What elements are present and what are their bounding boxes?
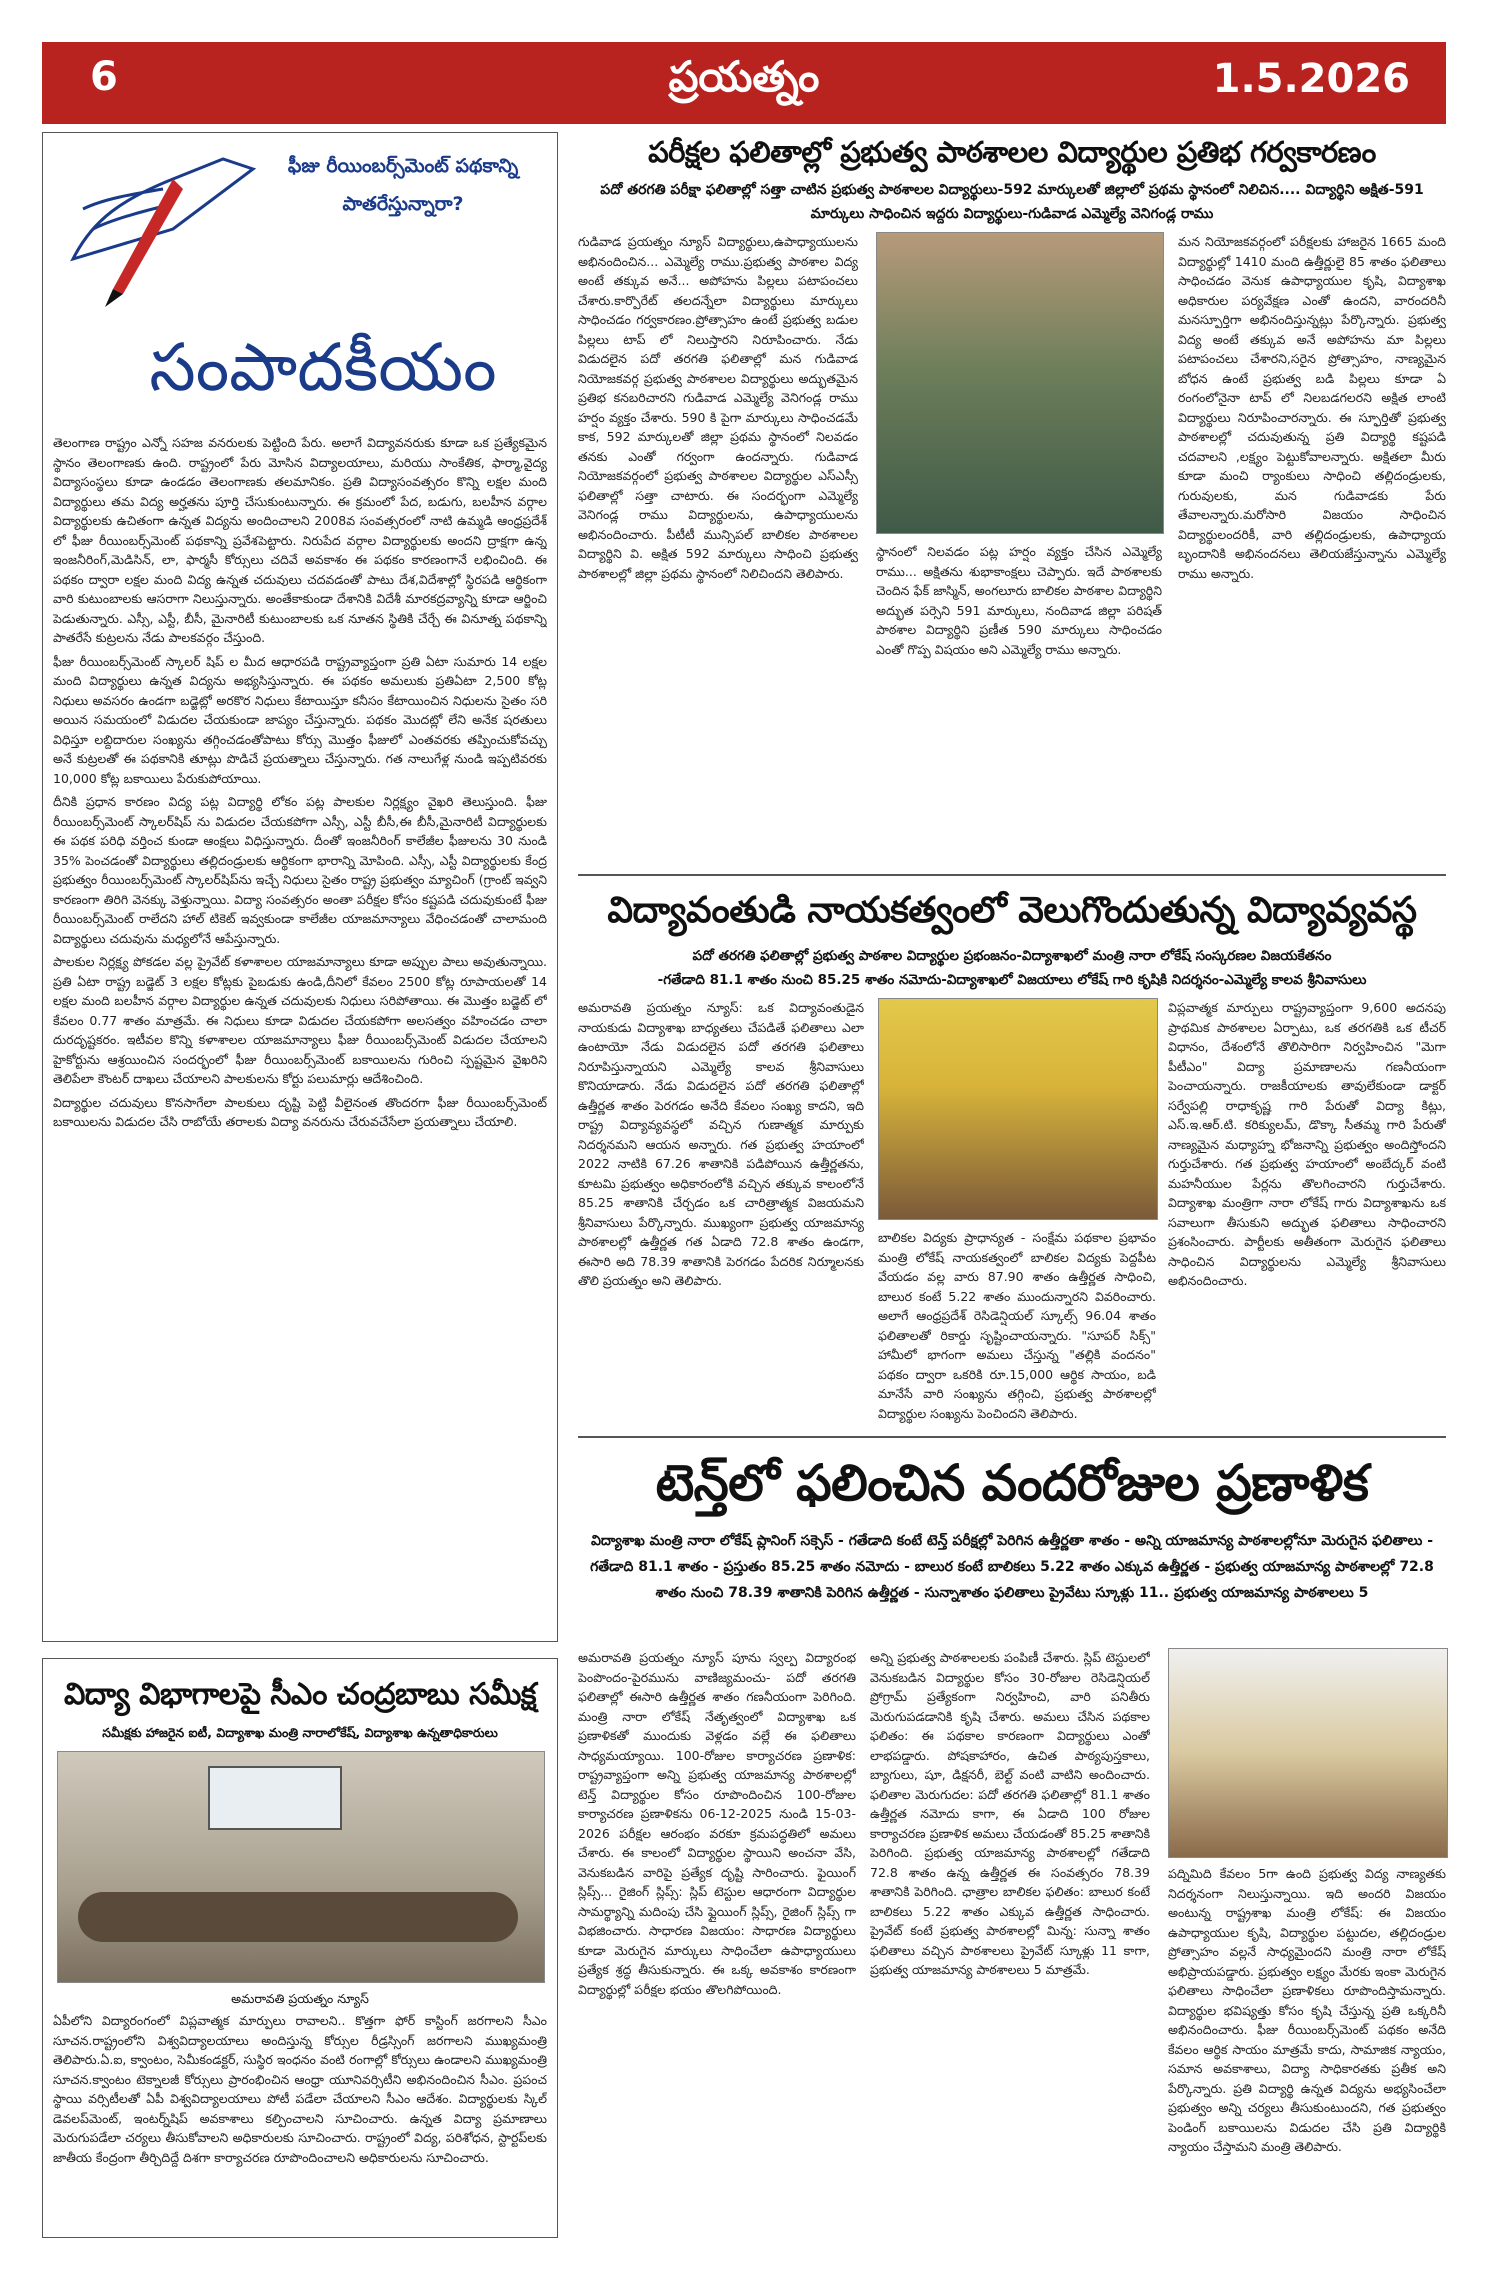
editorial-question: ఫీజు రీయింబర్స్‌మెంట్ పథకాన్ని పాతరేస్తున్నారా? [287, 155, 519, 215]
story3-headline: టెన్త్‌లో ఫలించిన వందరోజుల ప్రణాళిక [655, 1454, 1369, 1512]
story2-column-3: విప్లవాత్మక మార్పులు రాష్ట్రవ్యాప్తంగా 9,600 అదనపు ప్రాథమిక పాఠశాలల ఏర్పాటు, ఒక తరగతికి ఒక టీచర్ విధానం, దేశంలోనే తొలిసారిగా నిర్వహించిన "మెగా పీటీఎం" విద్యా ప్రమాణాలను గణనీయంగా పెంచాయన్నారు. రాజకీయాలకు తావులేకుండా డాక్టర్ సర్వేపల్లి రాధాకృష్ణ గారి పేరుతో విద్యా కిట్లు, ఎస్.ఇ.ఆర్.టి. కరిక్యులమ్, డొక్కా సీతమ్మ గారి పేరుతో నాణ్యమైన మధ్యాహ్న భోజనాన్ని ప్రభుత్వం అందిస్తోందని గుర్తుచేశారు. గత ప్రభుత్వ హయాంలో అంబేద్కర్ వంటి మహనీయుల పేర్లను తొలగించారని గుర్తుచేశారు. విద్యాశాఖ మంత్రిగా నారా లోకేష్ గారు విద్యాశాఖను ఒక సవాలుగా తీసుకుని అద్భుత ఫలితాలు సాధించారని ప్రశంసించారు. పార్టీలకు అతీతంగా మెరుగైన ఫలితాలు సాధించిన విద్యార్థులను ఎమ్మెల్యే శ్రీనివాసులు అభినందించారు. [1168, 1000, 1446, 1288]
review-box [42, 1658, 558, 2238]
editorial-box [42, 132, 558, 1642]
story3-subheadline: విద్యాశాఖ మంత్రి నారా లోకేష్ ప్లానింగ్ సక్సెస్ - గతేడాది కంటే టెన్త్ పరీక్షల్లో పెరిగిన ఉత్తీర్ణతా శాతం - అన్ని యాజమాన్య పాఠశాలల్లోనూ మెరుగైన ఫలితాలు - గతేడాది 81.1 శాతం - ప్రస్తుతం 85.25 శాతం నమోదు - బాలుర కంటే బాలికలు 5.22 శాతం ఎక్కువ ఉత్తీర్ణత - ప్రభుత్వ యాజమాన్య పాఠశాలల్లో 72.8 శాతం నుంచి 78.39 శాతానికి పెరిగిన ఉత్తీర్ణత - సున్నాశాతం ఫలితాలు ప్రైవేటు స్కూళ్లు 11.. ప్రభుత్వ యాజమాన్య పాఠశాలలు 5 [590, 1533, 1434, 1601]
review-body: ఏపీలోని విద్యారంగంలో విప్లవాత్మక మార్పులు రావాలని.. కొత్తగా ఫోర్ కాస్టింగ్ జరగాలని సీఎం సూచన.రాష్ట్రంలోని విశ్వవిద్యాలయాలు అందిస్తున్న కోర్సుల రీడ్రస్సింగ్ జరగాలని ముఖ్యమంత్రి తెలిపారు.ఏ.ఐ, క్వాంటం, సెమీకండక్టర్, సుస్థిర ఇంధనం వంటి రంగాల్లో కోర్సులు ఉండాలని ముఖ్యమంత్రి సూచన.క్వాంటం టెక్నాలజీ కోర్సులు ప్రారంభించిన ఆంధ్రా యూనివర్సిటీని అభినందించిన సీఎం. ప్రపంచ స్థాయి వర్సిటీలతో ఏపీ విశ్వవిద్యాలయాలు పోటీ పడేలా చేయాలని సీఎం ఆదేశం. విద్యార్థులకు స్కిల్ డెవలప్‌మెంట్, ఇంటర్న్‌షిప్ అవకాశాలు కల్పించాలని సూచించారు. ఉన్నత విద్యా ప్రమాణాలు మెరుగుపడేలా చర్యలు తీసుకోవాలని అధికారులకు సూచించారు. రాష్ట్రంలో విద్య, పరిశోధన, స్టార్టప్‌లకు జాతీయ కేంద్రంగా తీర్చిదిద్దే దిశగా కార్యాచరణ రూపొందించాలని అధికారులను సూచించారు. [53, 2013, 547, 2165]
review-headline: విద్యా విభాగాలపై సీఎం చంద్రబాబు సమీక్ష [63, 1677, 537, 1712]
editorial-paragraph: పాలకుల నిర్లక్ష్య పోకడల వల్ల ప్రైవేట్ కళాశాలల యాజమాన్యాలు కూడా అప్పుల పాలు అవుతున్నాయి. ప్రతి ఏటా రాష్ట్ర బడ్జెట్ 3 లక్షల కోట్లకు పైబడుకు ఉండి,దీనిలో కేవలం 2500 కోట్ల రూపాయలతో 14 లక్షల మంది బలహీన వర్గాల విద్యార్థుల ఉన్నత చదువులకు నిధులు సరిపోతాయి. ఈ మొత్తం బడ్జెట్ లో కేవలం 0.77 శాతం మాత్రమే. ఈ నిధులు కూడా విడుదల చేయకపోగా అలసత్వం వహించడం చాలా దురదృష్టకరం. ఇటీవల కొన్ని కళాశాలల యాజమాన్యాలు ఫీజు రీయింబర్స్‌మెంట్ విడుదల చేయాలని హైకోర్టును ఆశ్రయించిన సందర్భంలో ఫీజు రీయింబర్స్‌మెంట్ బకాయిలను గురించి స్పష్టమైన వైఖరిని తెలిపేలా కౌంటర్ దాఖలు చేయాలని పాలకులను కోర్టు పలుమార్లు ఆదేశించింది. [53, 954, 547, 1086]
pen-hand-illustration [53, 139, 273, 309]
editorial-paragraph: విద్యార్థుల చదువులు కొనసాగేలా పాలకులు దృష్టి పెట్టి వీలైనంత తొందరగా ఫీజు రీయింబర్స్‌మెంట్ బకాయిలను విడుదల చేసి రాబోయే తరాలకు విద్యా వనరును చేరువచేసేలా ప్రయత్నాలు చేయాలి. [53, 1094, 547, 1129]
review-dateline: అమరావతి ప్రయత్నం న్యూస్ [231, 1991, 369, 2006]
story1-column-3: మన నియోజకవర్గంలో పరీక్షలకు హాజరైన 1665 మంది విద్యార్థుల్లో 1410 మంది ఉత్తీర్ణులై 85 శాతం ఫలితాలు సాధించడం వెనుక ఉపాధ్యాయుల కృషి, విద్యాశాఖ అధికారుల పర్యవేక్షణ ఎంతో ఉందని, వారందరినీ మనస్పూర్తిగా అభినందిస్తున్నట్లు పేర్కొన్నారు. ప్రభుత్వ విద్య అంటే తక్కువ అనే అపోహను మా పిల్లలు పటాపంచలు చేశారని,సరైన ప్రోత్సాహం, నాణ్యమైన బోధన ఉంటే ప్రభుత్వ బడి పిల్లలు కూడా ఏ రంగంలోనైనా టాప్ లో నిలబడగలరని అక్షిత లాంటి విద్యార్థులు నిరూపించారన్నారు. ఈ స్ఫూర్తితో ప్రభుత్వ పాఠశాలల్లో చదువుతున్న ప్రతి విద్యార్థి కష్టపడి చదవాలని ,లక్ష్యం పెట్టుకోవాలన్నారు. అక్షితలా మీరు కూడా మంచి ర్యాంకులు సాధించి తల్లిదండ్రులకు, గురువులకు, మన గుడివాడకు పేరు తేవాలన్నారు.మరోసారి విజయం సాధించిన విద్యార్థులందరికీ, వారి తల్లిదండ్రులకు, ఉపాధ్యాయ బృందానికి అభినందనలు తెలియజేస్తున్నాను ఎమ్మెల్యే రాము అన్నారు. [1178, 234, 1446, 581]
story1-subheadline: పదో తరగతి పరీక్షా ఫలితాల్లో సత్తా చాటిన ప్రభుత్వ పాఠశాలల విద్యార్థులు-592 మార్కులతో జిల్లాలో ప్రథమ స్థానంలో నిలిచిన.... విద్యార్థిని అక్షిత-591 మార్కులు సాధించిన ఇద్దరు విద్యార్థులు-గుడివాడ ఎమ్మెల్యే వెనిగండ్ల రాము [600, 182, 1424, 222]
review-subtitle: సమీక్షకు హాజరైన ఐటీ, విద్యాశాఖ మంత్రి నారాలోకేష్, విద్యాశాఖ ఉన్నతాధికారులు [102, 1725, 498, 1740]
story3-column-3: పద్నిమిది కేవలం 5గా ఉంది ప్రభుత్వ విద్య నాణ్యతకు నిదర్శనంగా నిలుస్తున్నాయి. ఇది అందరి విజయం అంటున్న రాష్ట్రశాఖ మంత్రి లోకేష్: ఈ విజయం ఉపాధ్యాయుల కృషి, విద్యార్థుల పట్టుదల, తల్లిదండ్రుల ప్రోత్సాహం వల్లనే సాధ్యమైందని మంత్రి నారా లోకేష్ అభిప్రాయపడ్డారు. ప్రభుత్వం లక్ష్యం మేరకు ఇంకా మెరుగైన ఫలితాలు సాధించేలా ప్రణాళికలు రూపొందిస్తామన్నారు. విద్యార్థుల భవిష్యత్తు కోసం కృషి చేస్తున్న ప్రతి ఒక్కరినీ అభినందించారు. ఫీజు రీయింబర్స్‌మెంట్ పథకం అనేది కేవలం ఆర్థిక సాయం మాత్రమే కాదు, సామాజిక న్యాయం, సమాన అవకాశాలు, విద్యా సాధికారతకు ప్రతీక అని పేర్కొన్నారు. ప్రతి విద్యార్థి ఉన్నత విద్యను అభ్యసించేలా ప్రభుత్వం అన్ని చర్యలు తీసుకుంటుందని, గత ప్రభుత్వం పెండింగ్ బకాయిలను విడుదల చేసి ప్రతి విద్యార్థికి న్యాయం చేస్తామని మంత్రి తెలిపారు. [1168, 1866, 1446, 2154]
story3-minister-photo [1168, 1648, 1448, 1858]
editorial-paragraph: దీనికి ప్రధాన కారణం విద్య పట్ల విద్యార్థి లోకం పట్ల పాలకుల నిర్లక్ష్యం వైఖరి తెలుస్తుంది. ఫీజు రీయింబర్స్‌మెంట్ స్కాలర్‌షిప్ ను విడుదల చేయకపోగా ఎస్సీ, ఎస్టీ బీసీ,ఈ బీసీ,మైనారిటీ విద్యార్థులకు ఈ పథక పరిధి వర్తించ కుండా ఆంక్షలు విధిస్తున్నారు. దీంతో ఇంజనీరింగ్ కాలేజీల ఫీజులను 30 నుండి 35% పెంచడంతో విద్యార్థులు తల్లిదండ్రులకు ఆర్థికంగా భారాన్ని మోపింది. ఎస్సీ, ఎస్టీ విద్యార్థులకు కేంద్ర ప్రభుత్వం రీయింబర్స్‌మెంట్ స్కాలర్‌షిప్‌ను ఇచ్చే నిధులు సైతం రాష్ట్ర ప్రభుత్వం మ్యాచింగ్ (గ్రాంట్ ఇవ్వని కారణంగా తిరిగి వెనక్కు వెళ్తున్నాయి. విద్యా సంవత్సరం అంతా పరీక్షల కోసం కష్టపడి చదువుకుంటే ఫీజు రీయింబర్స్‌మెంట్ రాలేదని హాల్ టికెట్ ఇవ్వకుండా కాలేజీల యాజమాన్యాలు వేధించడంతో చాలామంది విద్యార్థులు చదువును మధ్యలోనే ఆపేస్తున్నారు. [53, 794, 547, 946]
story1-column-1: గుడివాడ ప్రయత్నం న్యూస్ విద్యార్థులు,ఉపాధ్యాయులను అభినందించిన... ఎమ్మెల్యే రాము.ప్రభుత్వ పాఠశాల విద్య అంటే తక్కువ అనే... అపోహను పిల్లలు పటాపంచలు చేశారు.కార్పొరేట్ తలదన్నేలా విద్యార్థులు మార్కులు సాధించడం గర్వకారణం.ప్రోత్సాహం ఉంటే ప్రభుత్వ బడుల పిల్లలు టాప్ లో నిలుస్తారని నిరూపించారు. నేడు విడుదలైన పదో తరగతి ఫలితాల్లో మన గుడివాడ నియోజకవర్గ ప్రభుత్వ పాఠశాలల విద్యార్థులు అద్భుతమైన ప్రతిభ కనబరిచారని గుడివాడ ఎమ్మెల్యే వెనిగండ్ల రాము హర్షం వ్యక్తం చేశారు. 590 కి పైగా మార్కులు సాధించడమే కాక, 592 మార్కులతో జిల్లా ప్రథమ స్థానంలో నిలవడం తనకు ఎంతో గర్వంగా ఉందన్నారు. గుడివాడ నియోజకవర్గంలో ప్రభుత్వ పాఠశాలల విద్యార్థుల ఎస్ఎస్సీ ఫలితాల్లో సత్తా చాటారు. ఈ సందర్భంగా ఎమ్మెల్యే వెనిగండ్ల రాము విద్యార్థులను, ఉపాధ్యాయులను అభినందించారు. పీటీటీ మున్సిపల్ బాలికల పాఠశాలల విద్యార్థిని వి. అక్షిత 592 మార్కులు సాధించి ప్రభుత్వ పాఠశాలల్లో జిల్లా ప్రథమ స్థానంలో నిలిచిందని తెలిపారు. [578, 234, 858, 581]
divider [578, 874, 1446, 876]
meeting-table [78, 1892, 518, 1942]
story1-column-2: స్థానంలో నిలవడం పట్ల హర్షం వ్యక్తం చేసిన ఎమ్మెల్యే రాము... అక్షితను శుభాకాంక్షలు చెప్పారు. ఇదే పాఠశాలకు చెందిన ఫేక్ జాస్మిన్, అంగలూరు బాలికల పాఠశాల విద్యార్థిని అద్భుత పర్సెని 591 మార్కులు, నందివాడ జిల్లా పరిషత్ పాఠశాల విద్యార్థిని ప్రణీత 590 మార్కులు సాధించడం ఎంతో గొప్ప విషయం అని ఎమ్మెల్యే రాము అన్నారు. [876, 544, 1162, 657]
editorial-body [53, 433, 547, 1633]
story2-column-1: అమరావతి ప్రయత్నం న్యూస్: ఒక విద్యావంతుడైన నాయకుడు విద్యాశాఖ బాధ్యతలు చేపడితే ఫలితాలు ఎలా ఉంటాయో నేడు విడుదలైన పదో తరగతి ఫలితాలు నిరూపిస్తున్నాయని ఎమ్మెల్యే కాలవ శ్రీనివాసులు కొనియాడారు. నేడు విడుదలైన పదో తరగతి ఫలితాల్లో ఉత్తీర్ణత శాతం పెరగడం అనేది కేవలం సంఖ్య కాదని, ఇది రాష్ట్ర విద్యావ్యవస్థలో వచ్చిన గుణాత్మక మార్పుకు నిదర్శనమని ఆయన అన్నారు. గత ప్రభుత్వ హయాంలో 2022 నాటికి 67.26 శాతానికి పడిపోయిన ఉత్తీర్ణతను, కూటమి ప్రభుత్వం అధికారంలోకి వచ్చిన తక్కువ కాలంలోనే 85.25 శాతానికి చేర్చడం ఒక చారిత్రాత్మక విజయమని శ్రీనివాసులు పేర్కొన్నారు. ముఖ్యంగా ప్రభుత్వ యాజమాన్య పాఠశాలల్లో ఉత్తీర్ణత గత ఏడాది 72.8 శాతం ఉండగా, ఈసారి అది 78.39 శాతానికి పెరగడం పేదరిక నిర్మూలనకు తొలి ప్రయత్నం అని తెలిపారు. [578, 1000, 864, 1288]
divider [578, 1436, 1446, 1438]
story2-subheadline-1: పదో తరగతి ఫలితాల్లో ప్రభుత్వ పాఠశాల విద్యార్థుల ప్రభంజనం-విద్యాశాఖలో మంత్రి నారా లోకేష్ సంస్కరణల విజయకేతనం [692, 948, 1332, 964]
story2-column-2: బాలికల విద్యకు ప్రాధాన్యత - సంక్షేమ పథకాల ప్రభావం మంత్రి లోకేష్ నాయకత్వంలో బాలికల విద్యకు పెద్దపీట వేయడం వల్ల వారు 87.90 శాతం ఉత్తీర్ణత సాధించి, బాలుర కంటే 5.22 శాతం ముందున్నారని వివరించారు. అలాగే ఆంధ్రప్రదేశ్ రెసిడెన్షియల్ స్కూల్స్ 96.04 శాతం ఫలితాలతో రికార్డు సృష్టించాయన్నారు. "సూపర్ సిక్స్" హామీలో భాగంగా అమలు చేస్తున్న "తల్లికి వందనం" పథకం ద్వారా ఒకరికి రూ.15,000 ఆర్థిక సాయం, బడి మానేసే వారి సంఖ్యను తగ్గించి, ప్రభుత్వ పాఠశాలల్లో విద్యార్థుల సంఖ్యను పెంచిందని తెలిపారు. [878, 1230, 1156, 1421]
story3-column-2: అన్ని ప్రభుత్వ పాఠశాలలకు పంపిణీ చేశారు. స్లిప్ టెస్టులలో వెనుకబడిన విద్యార్థుల కోసం 30-రోజుల రెసిడెన్షియల్ ప్రోగ్రామ్ ప్రత్యేకంగా నిర్వహించి, వారి పనితీరు మెరుగుపడడానికి కృషి చేశారు. అమలు చేసిన పథకాల ఫలితం: ఈ పథకాల కారణంగా విద్యార్థులు ఎంతో లాభపడ్డారు. పోషకాహారం, ఉచిత పాఠ్యపుస్తకాలు, బ్యాగులు, షూ, డిక్షనరీ, బెల్ట్ వంటి వాటిని అందించారు. ఫలితాల మెరుగుదల: పదో తరగతి ఫలితాల్లో 81.1 శాతం ఉత్తీర్ణత నమోదు కాగా, ఈ ఏడాది 100 రోజుల కార్యాచరణ ప్రణాళిక అమలు చేయడంతో 85.25 శాతానికి పెరిగింది. ప్రభుత్వ యాజమాన్య పాఠశాలల్లో గతేడాది 72.8 శాతం ఉన్న ఉత్తీర్ణత ఈ సంవత్సరం 78.39 శాతానికి పెరిగింది. ఛాత్రాల బాలికల ఫలితం: బాలుర కంటే బాలికలు 5.22 శాతం ఎక్కువ ఉత్తీర్ణత సాధించారు. ప్రైవేట్ కంటే ప్రభుత్వ పాఠశాలల్లో మిన్న: సున్నా శాతం ఫలితాలు వచ్చిన పాఠశాలలు ప్రైవేట్ స్కూళ్లు 11 కాగా, ప్రభుత్వ యాజమాన్య పాఠశాలలు 5 మాత్రమే. [870, 1650, 1150, 1977]
issue-date: 1.5.2026 [1212, 56, 1410, 102]
story2-mla-photo [878, 998, 1158, 1220]
masthead-bar [42, 42, 1446, 124]
page-number: 6 [90, 54, 118, 100]
review-meeting-photo [57, 1751, 545, 1983]
newspaper-name: ప్రయత్నం [668, 52, 820, 101]
story2-subheadline-2: -గతేడాది 81.1 శాతం నుంచి 85.25 శాతం నమోదు-విద్యాశాఖలో విజయాలు లోకేష్ గారి కృషికి నిదర్శనం-ఎమ్మెల్యే కాలవ శ్రీనివాసులు [657, 972, 1367, 988]
story2-headline: విద్యావంతుడి నాయకత్వంలో వెలుగొందుతున్న విద్యావ్యవస్థ [607, 890, 1417, 931]
meeting-screen [208, 1766, 342, 1830]
story1-headline: పరీక్షల ఫలితాల్లో ప్రభుత్వ పాఠశాలల విద్యార్థుల ప్రతిభ గర్వకారణం [648, 135, 1376, 169]
editorial-title: సంపాదకీయం [149, 329, 497, 406]
editorial-paragraph: ఫీజు రీయింబర్స్‌మెంట్ స్కాలర్ షిప్ ల మీద ఆధారపడి రాష్ట్రవ్యాప్తంగా ప్రతి ఏటా సుమారు 14 లక్షల మంది విద్యార్థులు ఉన్నత విద్యను అభ్యసిస్తున్నారు. ఈ పథకం అమలుకు ప్రతిఏటా 2,500 కోట్ల నిధులు అవసరం ఉండగా బడ్జెట్లో అరకొర నిధులు కేటాయిస్తూ కనీసం కేటాయించిన నిధులను సైతం సరి అయిన సమయంలో విడుదల చేయకుండా జాప్యం చేస్తున్నారు. పథకం మొదట్లో లేని అనేక షరతులు విధిస్తూ లబ్దిదారుల సంఖ్యను తగ్గించడంతోపాటు కోర్సు మొత్తం ఫీజులో ఎంతవరకు తప్పించుకోవచ్చు అనే కుట్రలతో ఈ పథకానికి తూట్లు పొడిచే ప్రయత్నాలు చేస్తున్నారు. గత నాలుగేళ్ల నుండి ఇప్పటివరకు 10,000 కోట్ల బకాయిలు పేరుకుపోయాయి. [53, 653, 547, 786]
story1-students-photo [876, 232, 1164, 534]
story3-column-1: అమరావతి ప్రయత్నం న్యూస్ పూను స్వల్ప విద్యారంభ పెంపొందం-పైరమును వాణిజ్యమంచు- పదో తరగతి ఫలితాల్లో ఈసారి ఉత్తీర్ణత శాతం గణనీయంగా పెరిగింది. మంత్రి నారా లోకేష్ నేతృత్వంలో విద్యాశాఖ ఒక ప్రణాళికతో ముందుకు వెళ్లడం వల్లే ఈ ఫలితాలు సాధ్యమయ్యాయి. 100-రోజుల కార్యాచరణ ప్రణాళిక: రాష్ట్రవ్యాప్తంగా అన్ని ప్రభుత్వ యాజమాన్య పాఠశాలల్లో టెన్త్ విద్యార్థుల కోసం రూపొందించిన 100-రోజుల కార్యాచరణ ప్రణాళికను 06-12-2025 నుండి 15-03-2026 పరీక్షల ఆరంభం వరకూ క్రమపద్ధతిలో అమలు చేశారు. ఈ కాలంలో విద్యార్థుల స్థాయిని అంచనా వేసి, వెనుకబడిన వారిపై ప్రత్యేక దృష్టి సారించారు. ఫైయింగ్ స్లిప్స్... రైజింగ్ స్లిప్స్: స్లిప్ టెస్టుల ఆధారంగా విద్యార్థుల సామర్థ్యాన్ని మదింపు చేసి ఫ్లైయింగ్ స్లిప్స్, రైజింగ్ స్లిప్స్ గా విభజించారు. సాధారణ విజయం: సాధారణ విద్యార్థులు కూడా మెరుగైన మార్కులు సాధించేలా ఉపాధ్యాయులు ప్రత్యేక శ్రద్ధ తీసుకున్నారు. ఈ ఒక్క అవకాశం కారణంగా విద్యార్థుల్లో పరీక్షల భయం తొలగిపోయింది. [578, 1650, 856, 1997]
editorial-paragraph: తెలంగాణ రాష్ట్రం ఎన్నో సహజ వనరులకు పెట్టింది పేరు. అలాగే విద్యావనరుకు కూడా ఒక ప్రత్యేకమైన స్థానం తెలంగాణకు ఉంది. రాష్ట్రంలో పేరు మోసిన విద్యాలయాలు, మరియు సాంకేతిక, ఫార్మా,వైద్య విద్యాసంస్థలు కూడా ఉండడం తెలంగాణకు తలమానికం. ప్రతి విద్యాసంవత్సరం కొన్ని లక్షల మంది విద్యార్థులు తమ విద్య అర్హతను పూర్తి చేసుకుంటున్నారు. ఈ క్రమంలో పేద, బడుగు, బలహీన వర్గాల విద్యార్థులకు ఉచితంగా ఉన్నత విద్యను అందించాలని 2008వ సంవత్సరంలో నాటి ఉమ్మడి ఆంధ్రప్రదేశ్ లో ఫీజు రీయింబర్స్‌మెంట్ పథకాన్ని ప్రవేశపెట్టారు. నిరుపేద వర్గాల విద్యార్థులకు అందని ద్రాక్షగా ఉన్న ఇంజనీరింగ్,మెడిసిన్, లా, ఫార్మసీ కోర్సులు చదివే అవకాశం ఈ పథకం కారణంగానే లభించింది. ఈ పథకం ద్వారా లక్షల మంది విద్య ఉన్నత చదువులు చదవడంతో పాటు దేశ,విదేశాల్లో స్థిరపడి ఆర్థికంగా వారి కుటుంబాలకు ఆసరాగా నిలుస్తున్నారు. అంతేకాకుండా దేశానికి విదేశీ మారకద్రవ్యాన్ని కూడా ఆర్జించి పెడుతున్నారు. ఎస్సీ, ఎస్టీ, బీసీ, మైనారిటీ కుటుంబాలకు ఒక నూతన స్థితికి చేర్చే ఈ వినూత్న పథకాన్ని పాతరేసే కుట్రలను నేడు పాలకవర్గం చేస్తుంది. [53, 435, 547, 645]
